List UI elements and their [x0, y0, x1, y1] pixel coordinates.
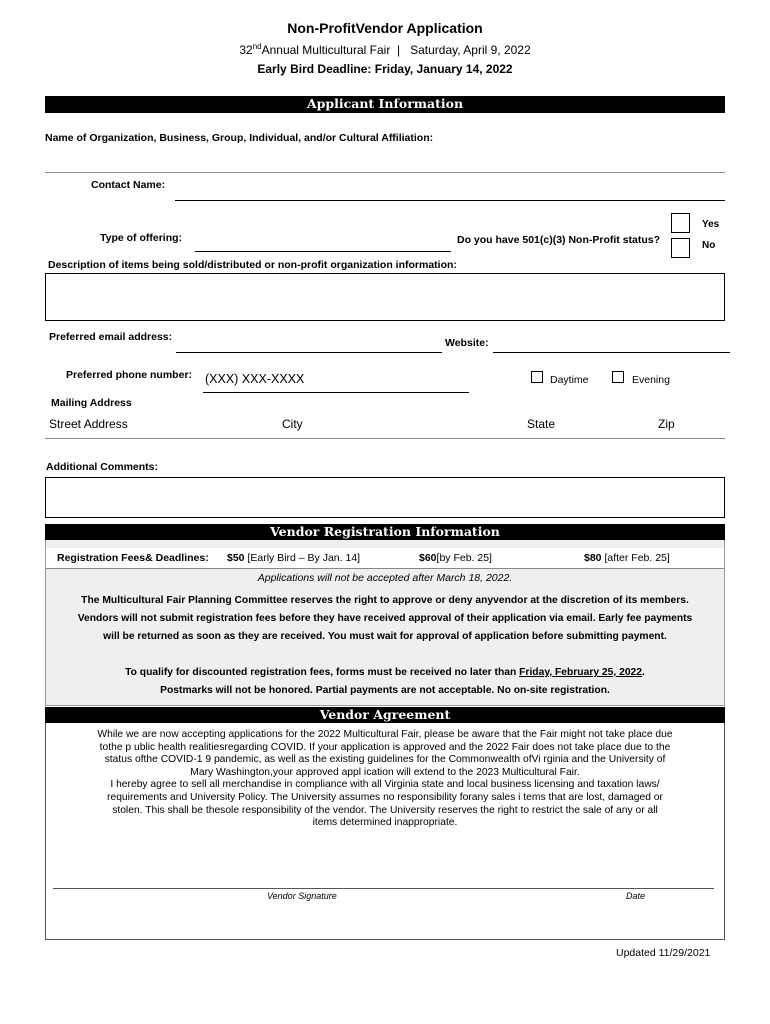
event-name: Annual Multicultural Fair [261, 43, 391, 57]
mailing-address-label: Mailing Address [51, 397, 132, 409]
yes-label: Yes [702, 219, 720, 230]
nonprofit-yes-checkbox[interactable] [671, 213, 690, 233]
agreement-line: requirements and University Policy. The University assumes no responsibility forany sales i tems that are lost, damaged or [107, 791, 663, 803]
nonprofit-question: Do you have 501(c)(3) Non-Profit status? [457, 234, 661, 246]
address-underline[interactable] [45, 438, 725, 439]
fee-early [227, 552, 360, 564]
agreement-line: I hereby agree to sell all merchandise in compliance with all Virginia state and local business licensing and taxation laws/ [110, 779, 660, 791]
section-divider [45, 112, 725, 113]
fees-divider [46, 568, 724, 569]
discount-line-2: Postmarks will not be honored. Partial payments are not acceptable. No on-site registration. [160, 685, 610, 696]
fee-standard-amount: $60 [419, 552, 437, 564]
policy-line-1: The Multicultural Fair Planning Committee reserves the right to approve or deny anyvendor at the discretion of its members. [81, 595, 689, 606]
contact-name-label: Contact Name: [91, 179, 166, 191]
daytime-label: Daytime [550, 374, 589, 386]
event-separator: | [396, 43, 401, 57]
discount-text: To qualify for discounted registration fees, forms must be received no later than [125, 667, 520, 678]
event-line [0, 42, 770, 57]
registration-section-header: Vendor Registration Information [45, 524, 725, 540]
discount-date: Friday, February 25, 2022 [519, 667, 643, 678]
street-address-label: Street Address [49, 417, 128, 431]
state-label: State [527, 417, 556, 431]
email-label: Preferred email address: [49, 331, 173, 343]
discount-end: . [642, 667, 645, 678]
evening-checkbox[interactable] [612, 371, 624, 383]
website-field[interactable] [493, 352, 730, 353]
early-bird-deadline: Early Bird Deadline: Friday, January 14, 2022 [257, 62, 513, 76]
agreement-line: While we are now accepting applications for the 2022 Multicultural Fair, please be aware that the Fair might not take place due [97, 729, 673, 740]
agreement-line: items determined inappropriate. [312, 817, 458, 829]
applicant-section-header: Applicant Information [45, 96, 725, 112]
daytime-checkbox[interactable] [531, 371, 543, 383]
form-title: Non-ProfitVendor Application [287, 20, 483, 36]
org-name-field[interactable] [45, 172, 725, 173]
nonprofit-no-checkbox[interactable] [671, 238, 690, 258]
fee-early-note: [Early Bird – By Jan. 14] [244, 552, 361, 564]
vendor-signature-label: Vendor Signature [267, 891, 337, 901]
fee-standard-note: [by Feb. 25] [436, 552, 492, 564]
agreement-line: tothe p ublic health realitiesregarding COVID. If your application is approved and the 2022 Fair does not take place due to the [99, 741, 671, 753]
updated-date: Updated 11/29/2021 [616, 947, 711, 959]
date-label: Date [626, 891, 646, 901]
fee-late [584, 552, 670, 564]
description-textarea[interactable] [45, 273, 725, 321]
discount-line-1 [45, 667, 725, 678]
website-label: Website: [445, 337, 489, 349]
policy-line-3: will be returned as soon as they are received. You must wait for approval of application before submitting payment. [103, 631, 667, 642]
policy-line-2: Vendors will not submit registration fees before they have received approval of their application via email. Early fee payments [77, 613, 693, 624]
phone-label: Preferred phone number: [66, 369, 193, 381]
agreement-line: Mary Washington,your approved appl ication will extend to the 2023 Multicultural Fair. [190, 766, 580, 778]
phone-underline [203, 392, 469, 393]
comments-label: Additional Comments: [46, 461, 158, 473]
fees-label: Registration Fees& Deadlines: [57, 552, 209, 564]
offering-type-label: Type of offering: [100, 232, 183, 244]
fee-late-amount: $80 [584, 552, 602, 564]
event-ordinal-suffix: nd [252, 42, 262, 51]
cutoff-note: Applications will not be accepted after March 18, 2022. [257, 572, 513, 584]
event-ordinal: 32 [239, 43, 253, 57]
agreement-line: stolen. This shall be thesole responsibility of the vendor. The University reserves the right to restrict the sale of any or all [112, 804, 658, 816]
agreement-text [50, 729, 720, 830]
org-name-label: Name of Organization, Business, Group, Individual, and/or Cultural Affiliation: [45, 132, 434, 144]
agreement-line: status ofthe COVID-1 9 pandemic, as well as the existing guidelines for the Commonwealth ofVi rginia and the University of [104, 754, 666, 766]
no-label: No [702, 240, 716, 251]
contact-name-field[interactable] [175, 200, 725, 201]
comments-textarea[interactable] [45, 477, 725, 518]
fee-standard [419, 552, 492, 564]
phone-input[interactable]: (XXX) XXX-XXXX [205, 372, 305, 386]
email-field[interactable] [176, 352, 442, 353]
zip-label: Zip [658, 417, 675, 431]
event-date: Saturday, April 9, 2022 [410, 43, 531, 57]
description-label: Description of items being sold/distributed or non-profit organization information: [48, 259, 457, 271]
fee-late-note: [after Feb. 25] [601, 552, 670, 564]
agreement-section-header: Vendor Agreement [45, 707, 725, 723]
fee-early-amount: $50 [227, 552, 245, 564]
evening-label: Evening [632, 374, 670, 386]
signature-line[interactable] [53, 888, 714, 889]
offering-type-field[interactable] [195, 251, 451, 252]
city-label: City [282, 417, 303, 431]
